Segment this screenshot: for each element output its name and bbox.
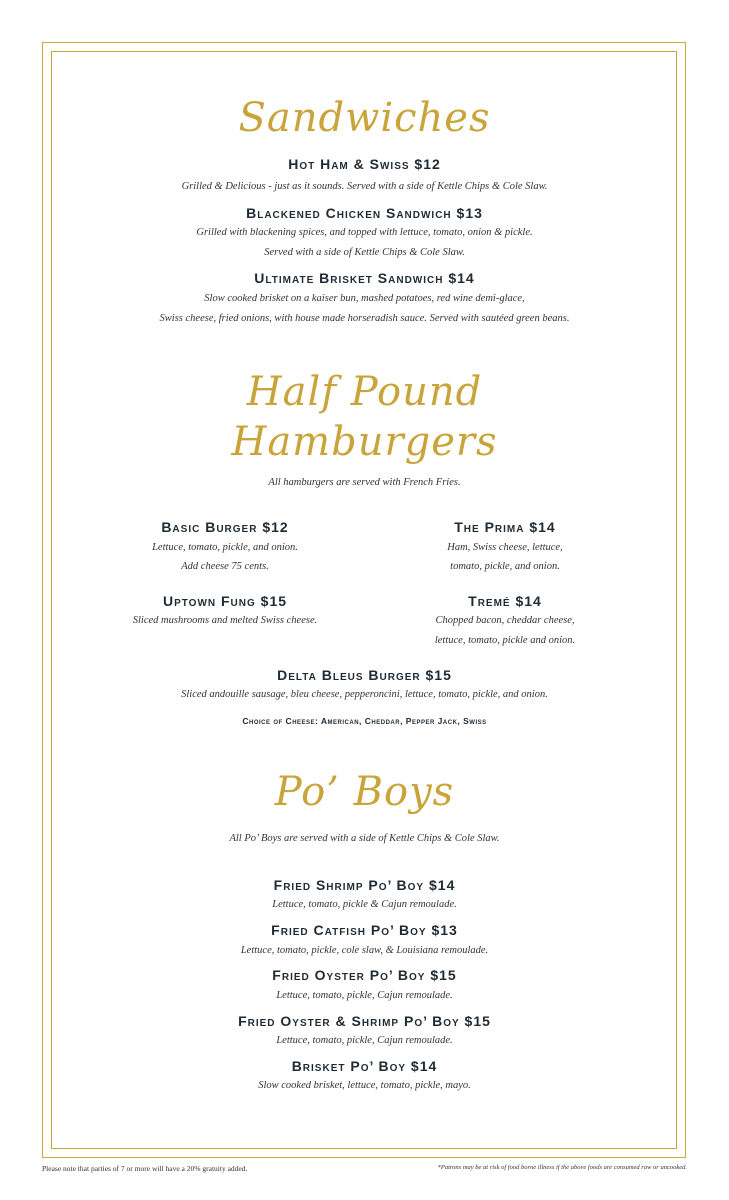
menu-item-name: Fried Oyster Po’ Boy $15 — [272, 967, 457, 983]
menu-item-desc: Lettuce, tomato, pickle & Cajun remoulade. — [272, 899, 457, 910]
cheese-choice-note: Choice of Cheese: American, Cheddar, Pepper Jack, Swiss — [242, 716, 487, 726]
menu-item-name: The Prima $14 — [454, 519, 556, 535]
menu-item-name: Basic Burger $12 — [161, 519, 289, 535]
burgers-title-line1: Half Pound — [246, 369, 483, 415]
menu-item-desc: Sliced mushrooms and melted Swiss cheese. — [132, 615, 318, 626]
burgers-title-line2: Hamburgers — [231, 419, 498, 465]
poboys-title: Po’ Boys — [274, 769, 455, 815]
menu-item-name: Fried Shrimp Po’ Boy $14 — [273, 877, 456, 893]
menu-item-name: Hot Ham & Swiss $12 — [288, 156, 441, 172]
menu-item-desc: lettuce, tomato, pickle and onion. — [434, 635, 576, 646]
raw-food-warning: *Patrons may be at risk of food borne illness if the above foods are consumed raw or uncooked. — [437, 1164, 687, 1171]
gratuity-note: Please note that parties of 7 or more will have a 20% gratuity added. — [42, 1164, 248, 1173]
menu-item-name: Delta Bleus Burger $15 — [277, 667, 452, 683]
menu-item-name: Blackened Chicken Sandwich $13 — [246, 205, 483, 221]
menu-item-desc: Served with a side of Kettle Chips & Cole Slaw. — [264, 247, 465, 258]
menu-item-desc: Add cheese 75 cents. — [181, 561, 269, 572]
burgers-subtitle: All hamburgers are served with French Fries. — [268, 477, 461, 488]
menu-item-name: Brisket Po’ Boy $14 — [291, 1058, 438, 1074]
menu-item-desc: Lettuce, tomato, pickle, cole slaw, & Louisiana remoulade. — [240, 945, 489, 956]
menu-item-desc: Slow cooked brisket, lettuce, tomato, pickle, mayo. — [258, 1080, 471, 1091]
menu-item-desc: Lettuce, tomato, pickle, Cajun remoulade. — [276, 990, 453, 1001]
menu-item-desc: Grilled with blackening spices, and topped with lettuce, tomato, onion & pickle. — [196, 227, 533, 238]
menu-item-desc: Grilled & Delicious - just as it sounds. Served with a side of Kettle Chips & Cole Slaw. — [181, 181, 548, 192]
menu-item-name: Fried Oyster & Shrimp Po’ Boy $15 — [238, 1013, 491, 1029]
menu-item-desc: Lettuce, tomato, pickle, and onion. — [152, 542, 298, 553]
menu-item-desc: Sliced andouille sausage, bleu cheese, pepperoncini, lettuce, tomato, pickle, and onion. — [181, 689, 548, 700]
menu-item-name: Tremé $14 — [468, 593, 542, 609]
sandwiches-title: Sandwiches — [238, 95, 491, 141]
menu-item-desc: Slow cooked brisket on a kaiser bun, mashed potatoes, red wine demi-glace, — [204, 293, 525, 304]
menu-item-desc: tomato, pickle, and onion. — [450, 561, 560, 572]
menu-item-name: Fried Catfish Po’ Boy $13 — [271, 922, 458, 938]
menu-item-desc: Swiss cheese, fried onions, with house made horseradish sauce. Served with sautéed green beans. — [159, 313, 570, 324]
menu-item-desc: Lettuce, tomato, pickle, Cajun remoulade. — [276, 1035, 453, 1046]
poboys-subtitle: All Po’ Boys are served with a side of Kettle Chips & Cole Slaw. — [229, 833, 500, 844]
menu-item-desc: Chopped bacon, cheddar cheese, — [435, 615, 575, 626]
menu-item-name: Uptown Fung $15 — [162, 593, 288, 609]
menu-item-name: Ultimate Brisket Sandwich $14 — [254, 270, 475, 286]
menu-item-desc: Ham, Swiss cheese, lettuce, — [447, 542, 563, 553]
